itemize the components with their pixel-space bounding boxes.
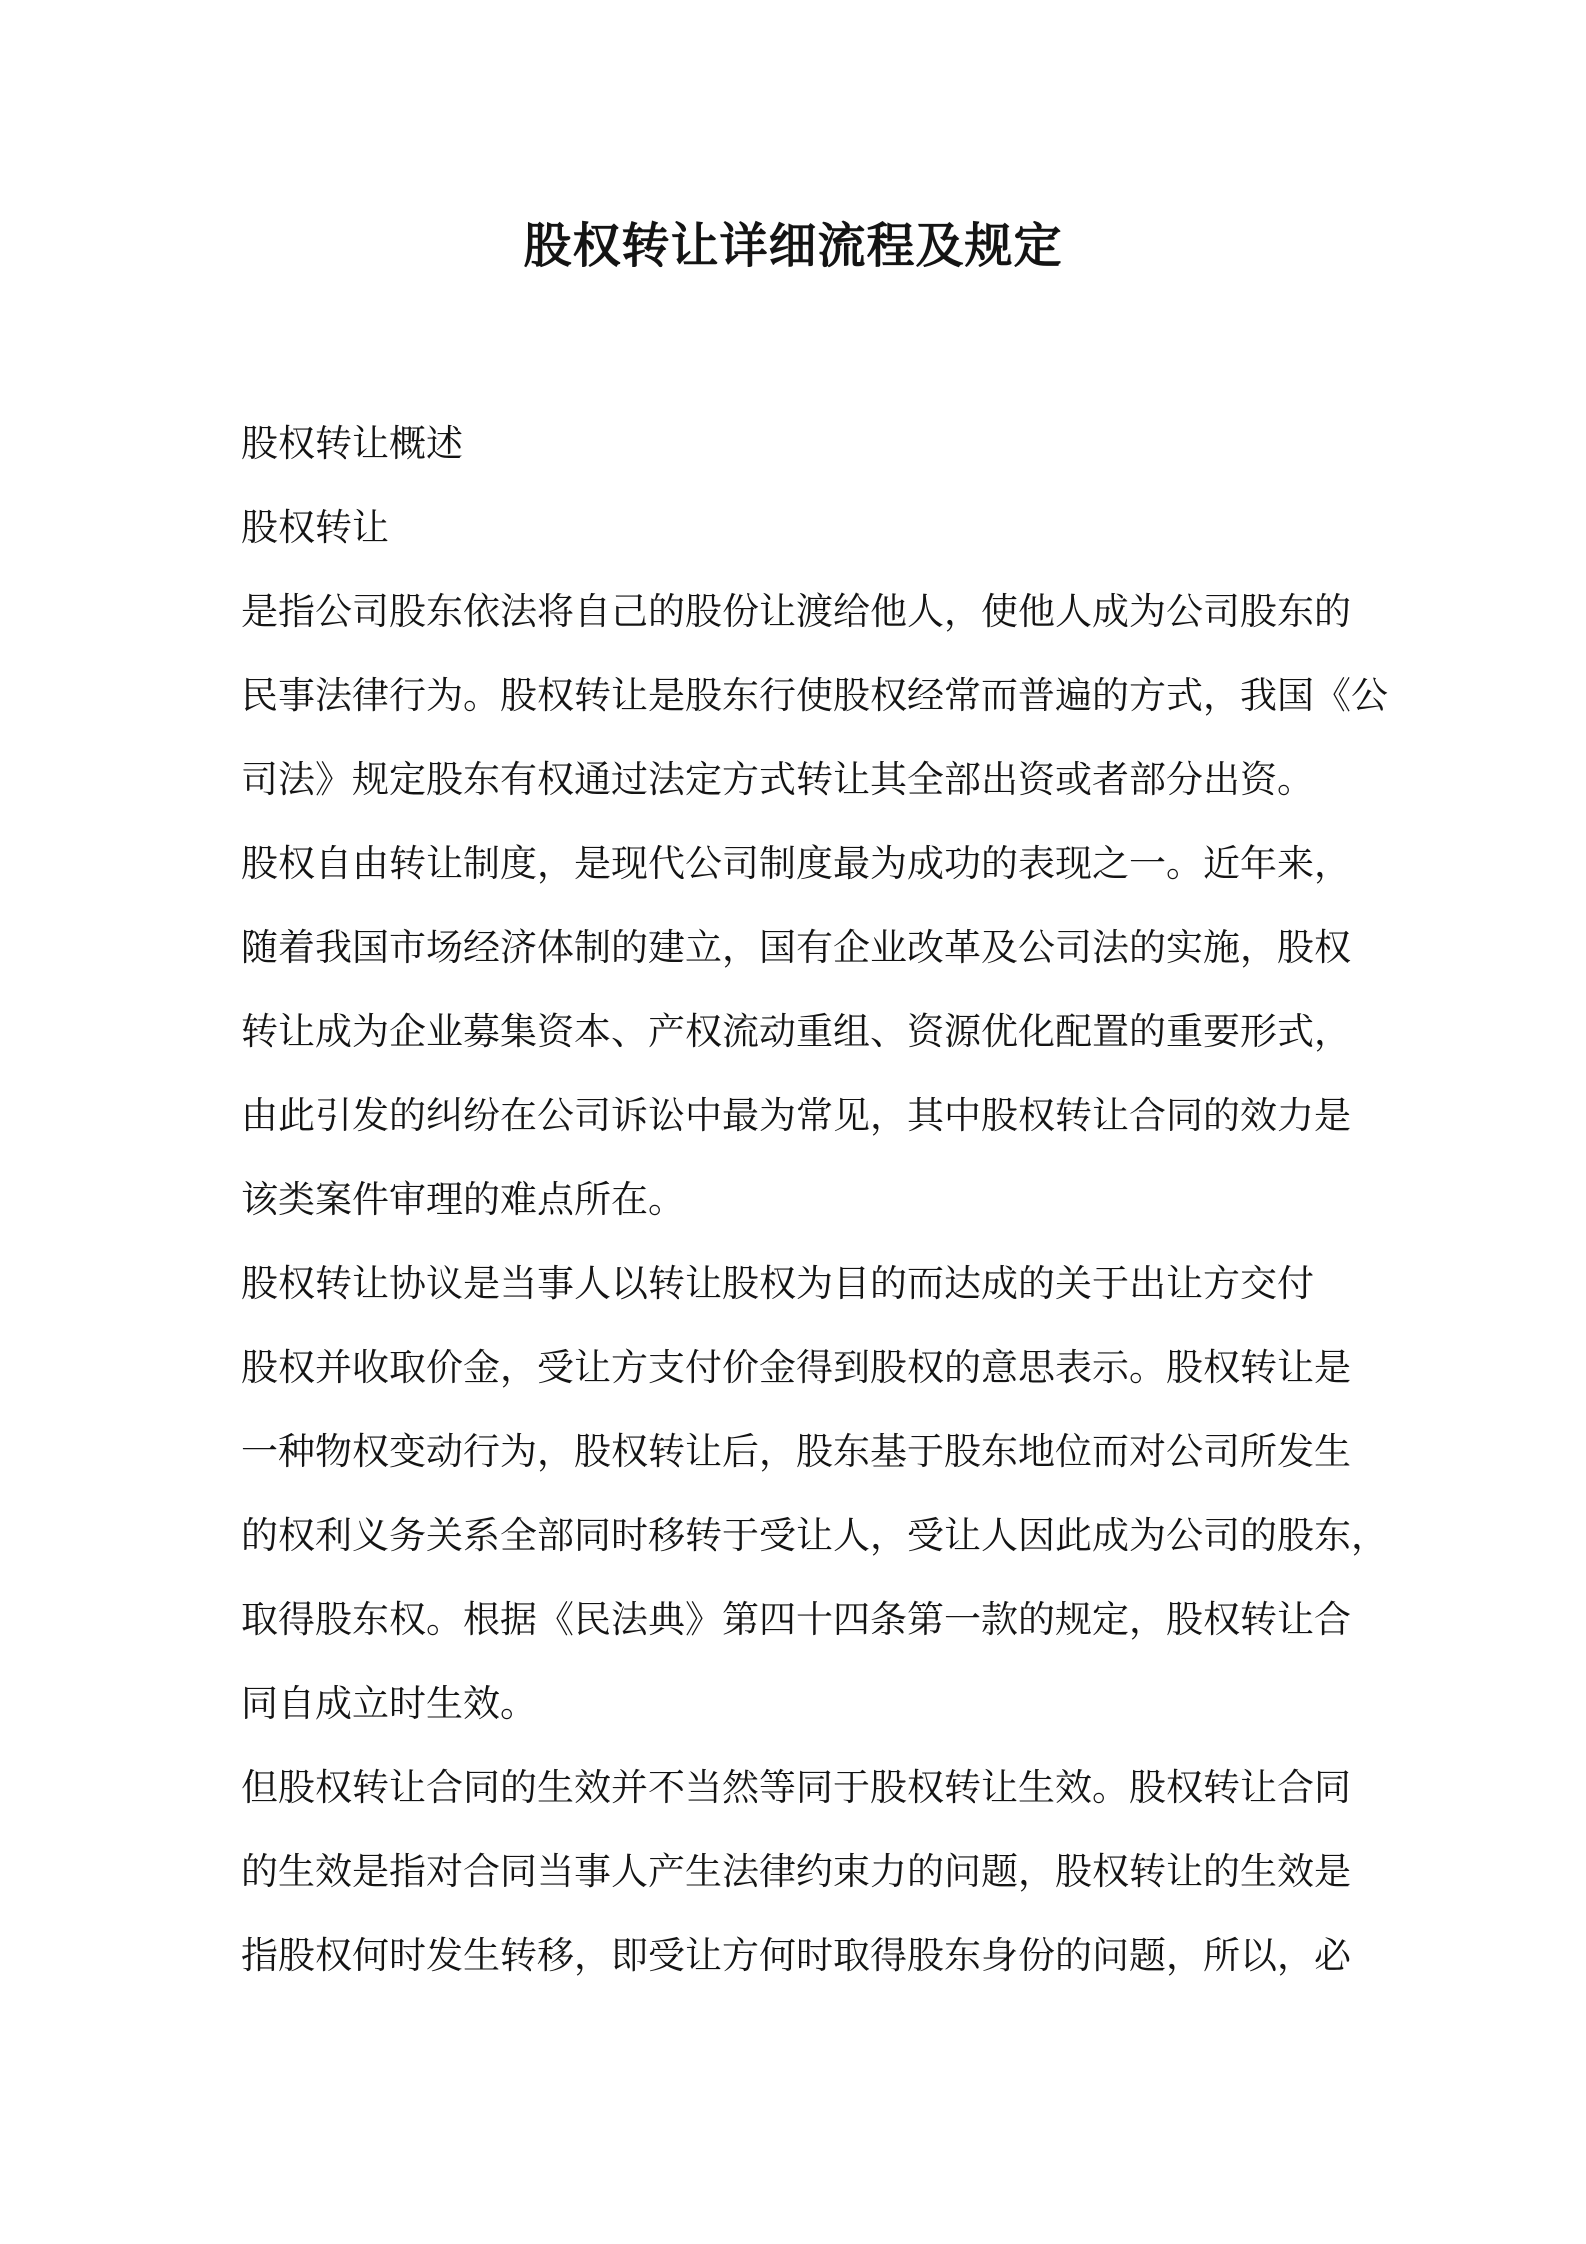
body-text-line: 的生效是指对合同当事人产生法律约束力的问题，股权转让的生效是 xyxy=(241,1850,1351,1893)
body-text-line: 但股权转让合同的生效并不当然等同于股权转让生效。股权转让合同 xyxy=(241,1766,1351,1809)
body-text-line: 司法》规定股东有权通过法定方式转让其全部出资或者部分出资。 xyxy=(241,758,1314,801)
body-text-line: 的权利义务关系全部同时移转于受让人，受让人因此成为公司的股东， xyxy=(241,1514,1388,1557)
body-text-line: 随着我国市场经济体制的建立，国有企业改革及公司法的实施，股权 xyxy=(241,926,1351,969)
body-text-line: 由此引发的纠纷在公司诉讼中最为常见，其中股权转让合同的效力是 xyxy=(241,1094,1351,1137)
body-text-line: 取得股东权。根据《民法典》第四十四条第一款的规定，股权转让合 xyxy=(241,1598,1351,1641)
body-text-line: 一种物权变动行为，股权转让后，股东基于股东地位而对公司所发生 xyxy=(241,1430,1351,1473)
body-text-line: 转让成为企业募集资本、产权流动重组、资源优化配置的重要形式， xyxy=(241,1010,1351,1053)
body-text-line: 同自成立时生效。 xyxy=(241,1682,537,1725)
document-body xyxy=(241,402,1388,1998)
term-heading: 股权转让 xyxy=(241,506,389,549)
body-text-line: 该类案件审理的难点所在。 xyxy=(241,1178,685,1221)
document-title: 股权转让详细流程及规定 xyxy=(523,218,1063,274)
section-heading: 股权转让概述 xyxy=(241,422,463,465)
body-text-line: 股权自由转让制度，是现代公司制度最为成功的表现之一。近年来， xyxy=(241,842,1351,885)
body-text-line: 股权转让协议是当事人以转让股权为目的而达成的关于出让方交付 xyxy=(241,1262,1314,1305)
body-text-line: 指股权何时发生转移，即受让方何时取得股东身份的问题，所以，必 xyxy=(241,1934,1351,1977)
body-text-line: 是指公司股东依法将自己的股份让渡给他人，使他人成为公司股东的 xyxy=(241,590,1351,633)
body-text-line: 民事法律行为。股权转让是股东行使股权经常而普遍的方式，我国《公 xyxy=(241,674,1388,717)
body-text-line: 股权并收取价金，受让方支付价金得到股权的意思表示。股权转让是 xyxy=(241,1346,1351,1389)
